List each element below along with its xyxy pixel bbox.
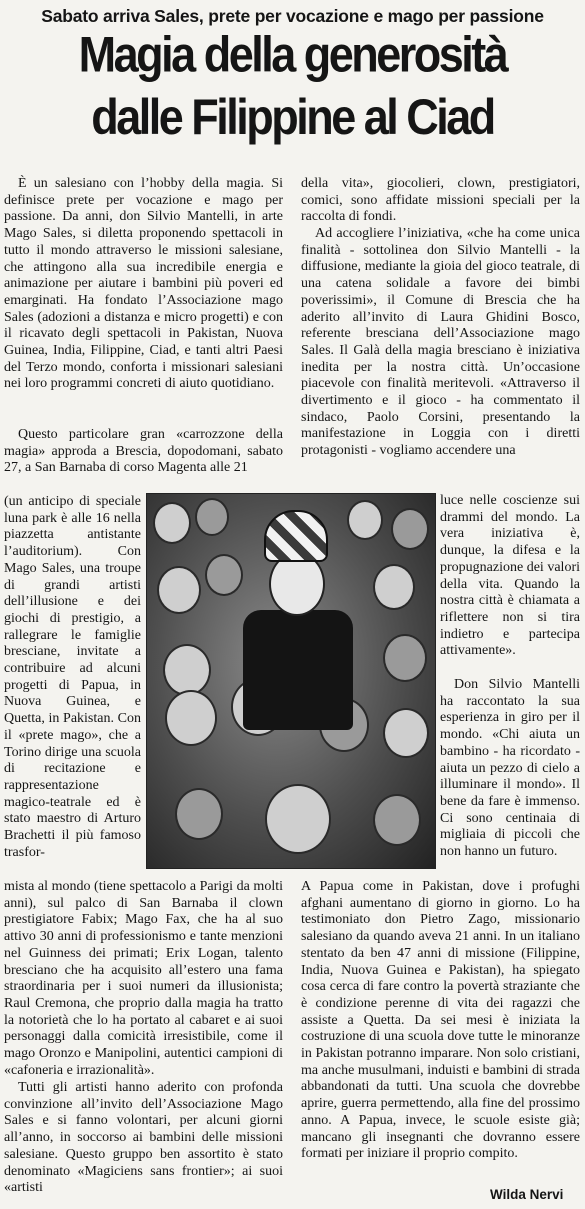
col1-paragraph-2-side: (un anticipo di speciale luna park è alle 16 nella piazzetta antistante l’auditorium). Con Mago Sales, una troupe di grandi artisti dell’illusione e dei giochi di prestigio, a rallegrare le famiglie bresciane, invitate a contribuire ad alcuni progetti di Papua, in Nuova Guinea, e Quetta, in Pakistan. Con il «prete mago», che a Torino dirige una scuola di recitazione e rappresentazione magico-teatrale ed è stato maestro di Arturo Brachetti il più famoso trasfor-	[4, 494, 141, 860]
author-byline: Wilda Nervi	[490, 1187, 564, 1202]
col2-paragraph-1: della vita», giocolieri, clown, prestigiatori, comici, sono affidate missioni speciali per la raccolta di fondi.	[301, 176, 580, 225]
col2-paragraph-3-side: Don Silvio Mantelli ha raccontato la sua esperienza in giro per il mondo. «Chi aiuta un bambino - ha ricordato - aiuta un pezzo di cielo a illuminare il mondo». Il bene da fare è immenso. Ci sono centinaia di migliaia di piccoli che non hanno un futuro.	[440, 677, 580, 860]
child-face	[165, 690, 217, 746]
child-face	[205, 554, 243, 596]
article-photo	[146, 493, 436, 869]
article-headline	[0, 23, 585, 148]
headline-line-2: dalle Filippine al Ciad	[91, 88, 494, 146]
child-face	[383, 634, 427, 682]
jester-hat	[264, 510, 328, 562]
col1-paragraph-2-bottom: mista al mondo (tiene spettacolo a Parigi da molti anni), sul palco di San Barnaba il clown prestigiatore Fabix; Mago Fax, che ha al suo attivo 30 anni di professionismo e tante menzioni nel Guinness dei primati; Erix Logan, talento bresciano che ha acquisito all’estero una fama straordinaria per i suoi numeri da illusionista; Raul Cremona, che proprio dalla magia ha tratto la notorietà che lo ha portato al cabaret e ai suoi personaggi dalla comicità irresistibile, come il mago Oronzo e Manipolini, autentici campioni di «cafoneria e irrazionalità».	[4, 879, 283, 1078]
col1-paragraph-2-top: Questo particolare gran «carrozzone della magia» approda a Brescia, dopodomani, sabato 27, a San Barnaba di corso Magenta alle 21	[4, 427, 283, 476]
child-face	[157, 566, 201, 614]
child-face	[347, 500, 383, 540]
magician-body	[243, 610, 353, 730]
child-face	[265, 784, 331, 854]
col2-paragraph-2-side: luce nelle coscienze sui drammi del mondo. La vera iniziativa è, dunque, la difesa e la propugnazione dei valori della vita. Quando la nostra città è chiamata a riflettere non si tira indietro e partecipa attivamente».	[440, 493, 580, 659]
child-face	[195, 498, 229, 536]
col2-paragraph-3-bottom: A Papua come in Pakistan, dove i profughi afghani aumentano di giorno in giorno. Lo ha testimoniato don Pietro Zago, missionario salesiano da quando aveva 21 anni. In un italiano stentato da ben 47 anni di missione (Filippine, India, Nuova Guinea e Pakistan), ha spiegato cosa cerca di fare contro la povertà straziante che è condizione perenne di vita dei ragazzi che assiste a Quetta. Da sei mesi è iniziata la costruzione di una scuola dove tutte le minoranze in Pakistan potranno imparare. Non solo cristiani, ma anche musulmani, induisti e bambini di strada abbandonati da tutti. Una scuola che dovrebbe aprire, guerra permettendo, alla fine del prossimo anno. A Papua, invece, le scuole esiste già; mancano gli insegnanti che dovranno essere formati per iniziare il proprio compito.	[301, 879, 580, 1162]
child-face	[373, 564, 415, 610]
col1-paragraph-3: Tutti gli artisti hanno aderito con profonda convinzione all’invito dell’Associazione Mago Sales e si fanno volontari, per alcuni giorni all’anno, in soccorso ai bambini delle missioni salesiane. Questo gruppo ben assortito è stato denominato «Magiciens sans frontier»; ai suoi «artisti	[4, 1080, 283, 1196]
child-face	[175, 788, 223, 840]
col2-paragraph-2-top: Ad accogliere l’iniziativa, «che ha come unica finalità - sottolinea don Silvio Mantelli - la diffusione, mediante la gioia del gioco teatrale, di una catena solidale a favore dei bimbi poverissimi», il Comune di Brescia che ha aderito all’invito di Laura Ghidini Bosco, referente bresciana dell’Associazione mago Sales. Il Galà della magia bresciano è iniziativa inedita per la nostra città. Un’occasione piacevole con finalità meritevoli. «Attraverso il divertimento e il gioco - ha commentato il sindaco, Paolo Corsini, presentando la manifestazione in Loggia con i diretti protagonisti - vogliamo accendere una	[301, 226, 580, 459]
headline-line-1: Magia della generosità	[78, 25, 507, 83]
col1-intro-paragraph: È un salesiano con l’hobby della magia. Si definisce prete per vocazione e mago per passione. Da anni, don Silvio Mantelli, in arte Mago Sales, si diletta proponendo spettacoli in tutto il mondo attraverso le missioni salesiane, che attingono alla sua incredibile energia e animazione per aiutare i bambini più poveri ed emarginati. Ha fondato l’Associazione mago Sales (adozioni a distanza e micro progetti) e con il ricavato degli spettacoli in Pakistan, Nuova Guinea, India, Filippine, Ciad, e tanti altri Paesi del Terzo mondo, conforta i missionari salesiani nei loro programmi concreti di aiuto quotidiano.	[4, 176, 283, 392]
child-face	[163, 644, 211, 696]
child-face	[383, 708, 429, 758]
child-face	[391, 508, 429, 550]
article-kicker: Sabato arriva Sales, prete per vocazione e mago per passione	[41, 6, 544, 26]
child-face	[153, 502, 191, 544]
child-face	[373, 794, 421, 846]
